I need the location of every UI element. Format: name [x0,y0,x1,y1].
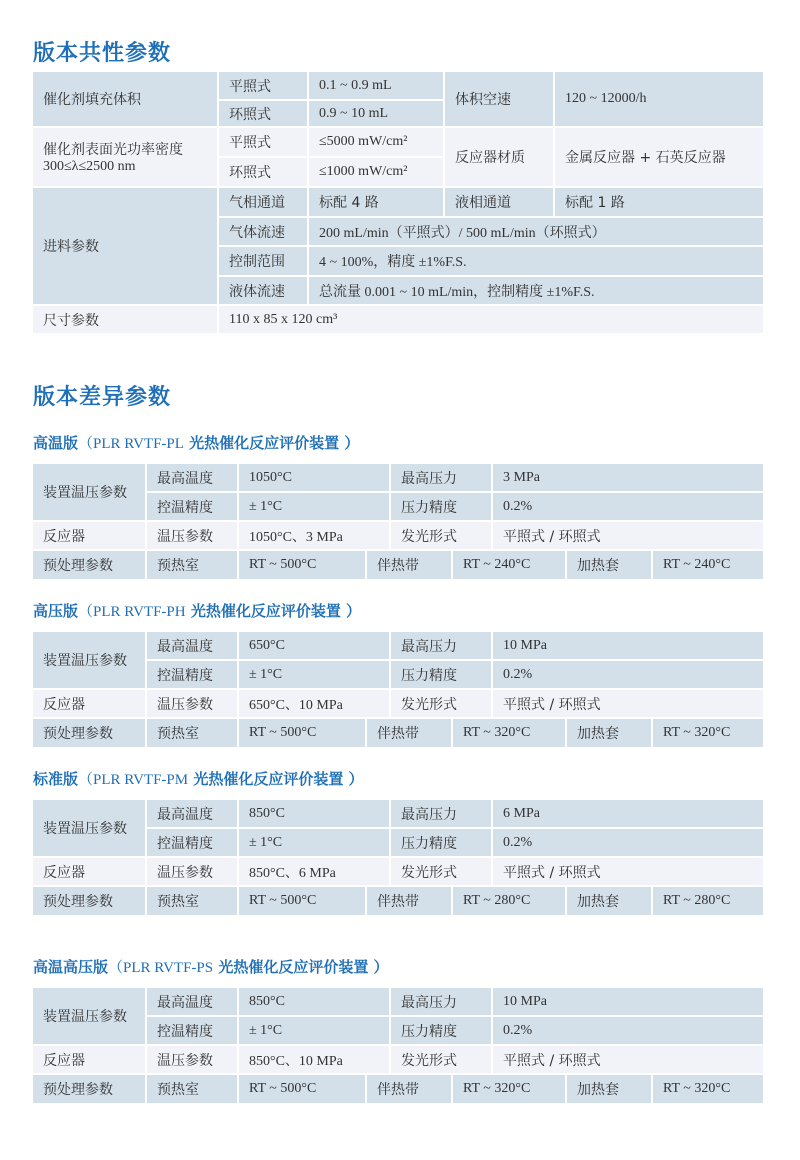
pretreatment-label: 预处理参数 [33,887,145,915]
pretreatment-label: 预处理参数 [33,1075,145,1103]
pretreatment-label: 预处理参数 [33,551,145,579]
max-temp-value: 1050°C [239,464,389,491]
heat-tape-label: 伴热带 [367,551,451,579]
light-form-label: 发光形式 [391,690,491,717]
max-pressure-label: 最高压力 [391,988,491,1015]
pretreatment-label: 预处理参数 [33,719,145,747]
light-form-value: 平照式 / 环照式 [493,858,763,885]
temp-pressure-label: 温压参数 [147,690,237,717]
max-temp-label: 最高温度 [147,988,237,1015]
light-form-value: 平照式 / 环照式 [493,522,763,549]
version-model: （PLR RVTF-PS [108,960,214,976]
catalyst-volume-label: 催化剂填充体积 [33,72,217,126]
pressure-accuracy-value: 0.2% [493,1017,763,1044]
flat-volume-value: 0.1 ~ 0.9 mL [309,72,443,99]
reactor-label: 反应器 [33,858,145,885]
version-name: 高压版 [33,602,79,620]
size-label: 尺寸参数 [33,306,217,333]
pressure-accuracy-label: 压力精度 [391,1017,491,1044]
ring-power-value: ≤1000 mW/cm² [309,158,443,186]
version-title [33,600,361,621]
liquid-channel-value: 标配 1 路 [555,188,763,216]
pressure-accuracy-value: 0.2% [493,829,763,856]
preheat-value: RT ~ 500°C [239,1075,365,1103]
max-pressure-label: 最高压力 [391,632,491,659]
device-params-label: 装置温压参数 [33,988,145,1044]
heat-tape-label: 伴热带 [367,887,451,915]
wavelength-range: 300≤λ≤2500 nm [43,159,136,174]
max-temp-value: 850°C [239,988,389,1015]
pressure-accuracy-label: 压力精度 [391,829,491,856]
max-temp-label: 最高温度 [147,800,237,827]
device-params-label: 装置温压参数 [33,464,145,520]
heat-tape-value: RT ~ 280°C [453,887,565,915]
space-velocity-label: 体积空速 [445,72,553,126]
diff-params-title: 版本差异参数 [33,385,172,410]
max-pressure-value: 10 MPa [493,988,763,1015]
version-name: 标准版 [33,770,79,788]
heat-tape-value: RT ~ 320°C [453,1075,565,1103]
heat-tape-value: RT ~ 320°C [453,719,565,747]
temp-pressure-label: 温压参数 [147,858,237,885]
light-form-label: 发光形式 [391,1046,491,1073]
version-model: （PLR RVTF-PH [78,604,186,620]
pressure-accuracy-value: 0.2% [493,661,763,688]
version-title [33,768,364,789]
reactor-label: 反应器 [33,522,145,549]
temp-accuracy-label: 控温精度 [147,829,237,856]
ring-label: 环照式 [219,158,307,186]
power-density-label: 催化剂表面光功率密度 [43,142,183,158]
flat-label: 平照式 [219,72,307,99]
light-form-label: 发光形式 [391,858,491,885]
temp-accuracy-label: 控温精度 [147,1017,237,1044]
max-pressure-label: 最高压力 [391,464,491,491]
heating-jacket-label: 加热套 [567,887,651,915]
temp-accuracy-value: ± 1°C [239,829,389,856]
reactor-label: 反应器 [33,1046,145,1073]
common-params-title: 版本共性参数 [33,41,172,66]
heating-jacket-value: RT ~ 320°C [653,719,763,747]
version-desc: 光热催化反应评价装置 ） [183,434,360,452]
max-pressure-value: 6 MPa [493,800,763,827]
max-temp-value: 850°C [239,800,389,827]
reactor-label: 反应器 [33,690,145,717]
heat-tape-value: RT ~ 240°C [453,551,565,579]
flat-label: 平照式 [219,128,307,156]
max-pressure-value: 3 MPa [493,464,763,491]
temp-pressure-value: 1050°C、3 MPa [239,522,389,549]
preheat-value: RT ~ 500°C [239,719,365,747]
reactor-material-value: 金属反应器 + 石英反应器 [555,128,763,186]
version-name: 高温高压版 [33,958,109,976]
preheat-label: 预热室 [147,719,237,747]
reactor-material-label: 反应器材质 [445,128,553,186]
heating-jacket-label: 加热套 [567,1075,651,1103]
version-model: （PLR RVTF-PL [78,436,184,452]
liquid-flow-label: 液体流速 [219,277,307,304]
max-temp-value: 650°C [239,632,389,659]
preheat-label: 预热室 [147,1075,237,1103]
version-desc: 光热催化反应评价装置 ） [185,602,362,620]
preheat-label: 预热室 [147,551,237,579]
gas-channel-value: 标配 4 路 [309,188,443,216]
temp-pressure-value: 850°C、6 MPa [239,858,389,885]
flat-power-value: ≤5000 mW/cm² [309,128,443,156]
heating-jacket-value: RT ~ 320°C [653,1075,763,1103]
version-name: 高温版 [33,434,79,452]
heating-jacket-label: 加热套 [567,719,651,747]
max-pressure-label: 最高压力 [391,800,491,827]
device-params-label: 装置温压参数 [33,800,145,856]
liquid-channel-label: 液相通道 [445,188,553,216]
device-params-label: 装置温压参数 [33,632,145,688]
preheat-label: 预热室 [147,887,237,915]
heating-jacket-value: RT ~ 240°C [653,551,763,579]
temp-pressure-label: 温压参数 [147,1046,237,1073]
power-density-label-cell [33,128,217,186]
temp-accuracy-value: ± 1°C [239,493,389,520]
version-title [33,432,359,453]
pressure-accuracy-label: 压力精度 [391,661,491,688]
light-form-value: 平照式 / 环照式 [493,1046,763,1073]
gas-flow-label: 气体流速 [219,218,307,245]
version-desc: 光热催化反应评价装置 ） [188,770,364,788]
temp-accuracy-value: ± 1°C [239,1017,389,1044]
version-desc: 光热催化反应评价装置 ） [213,958,389,976]
pressure-accuracy-value: 0.2% [493,493,763,520]
control-range-value: 4 ~ 100%，精度 ±1%F.S. [309,247,763,275]
preheat-value: RT ~ 500°C [239,551,365,579]
space-velocity-value: 120 ~ 12000/h [555,72,763,126]
ring-volume-value: 0.9 ~ 10 mL [309,101,443,126]
temp-pressure-label: 温压参数 [147,522,237,549]
feed-params-label: 进料参数 [33,188,217,304]
ring-label: 环照式 [219,101,307,126]
version-model: （PLR RVTF-PM [78,772,189,788]
temp-pressure-value: 650°C、10 MPa [239,690,389,717]
heating-jacket-value: RT ~ 280°C [653,887,763,915]
max-temp-label: 最高温度 [147,464,237,491]
temp-accuracy-value: ± 1°C [239,661,389,688]
control-range-label: 控制范围 [219,247,307,275]
gas-channel-label: 气相通道 [219,188,307,216]
preheat-value: RT ~ 500°C [239,887,365,915]
light-form-label: 发光形式 [391,522,491,549]
max-pressure-value: 10 MPa [493,632,763,659]
temp-accuracy-label: 控温精度 [147,661,237,688]
max-temp-label: 最高温度 [147,632,237,659]
heat-tape-label: 伴热带 [367,719,451,747]
pressure-accuracy-label: 压力精度 [391,493,491,520]
light-form-value: 平照式 / 环照式 [493,690,763,717]
gas-flow-value: 200 mL/min（平照式）/ 500 mL/min（环照式） [309,218,763,245]
heating-jacket-label: 加热套 [567,551,651,579]
heat-tape-label: 伴热带 [367,1075,451,1103]
temp-accuracy-label: 控温精度 [147,493,237,520]
size-value: 110 x 85 x 120 cm³ [219,306,763,333]
liquid-flow-value: 总流量 0.001 ~ 10 mL/min，控制精度 ±1%F.S. [309,277,763,304]
temp-pressure-value: 850°C、10 MPa [239,1046,389,1073]
version-title [33,956,389,977]
